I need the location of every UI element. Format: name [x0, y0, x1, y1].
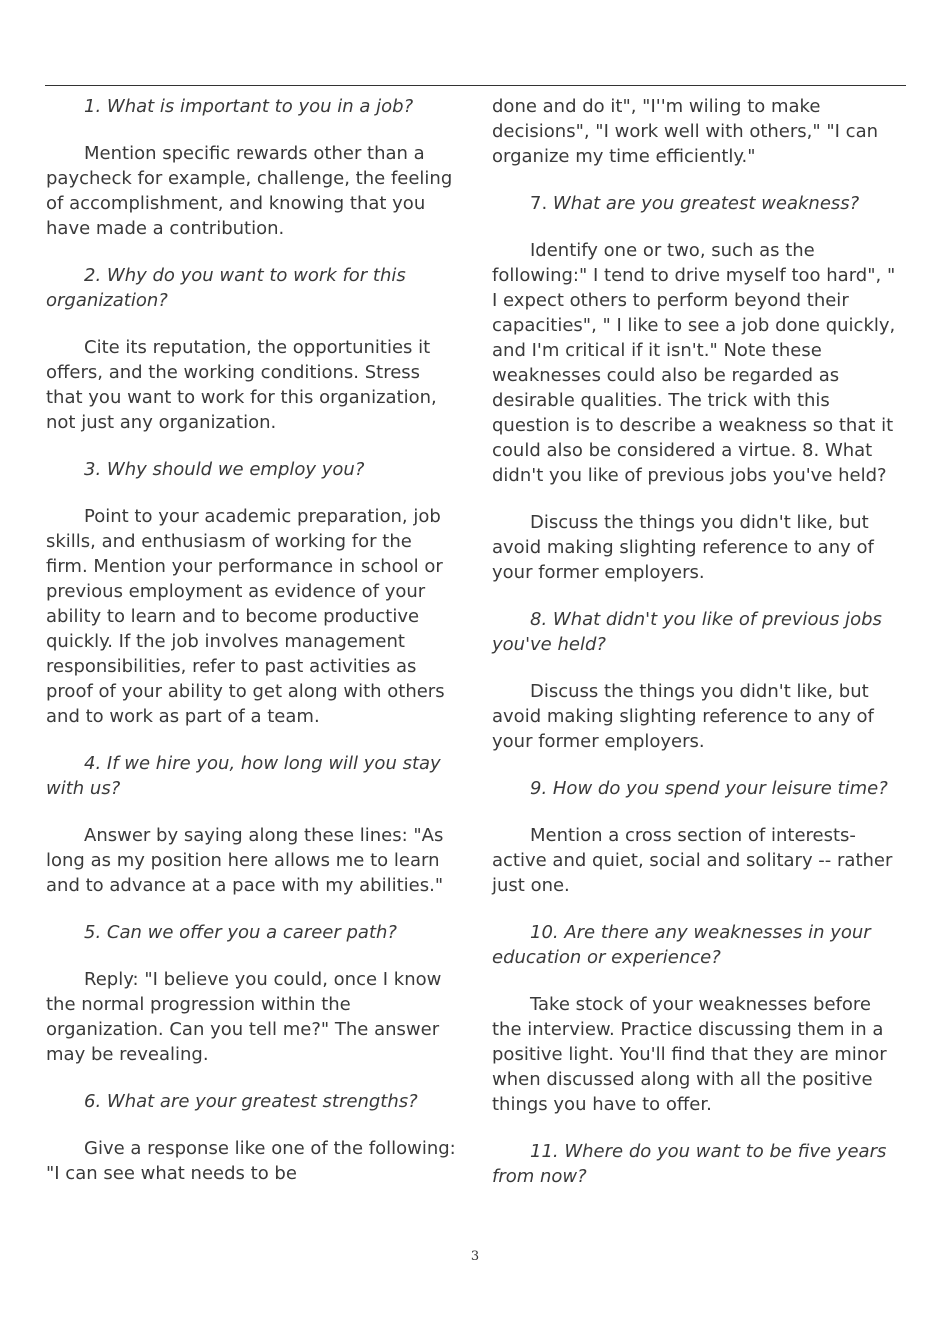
answer-6-start: Give a response like one of the following: "I can see what needs to be [46, 1138, 456, 1184]
answer-5: Reply: "I believe you could, once I know the normal progression within the organization. Can you tell me?" The answer may be revealing. [46, 969, 442, 1065]
question-8: 8. What didn't you like of previous jobs you've held? [492, 609, 882, 655]
answer-3: Point to your academic preparation, job skills, and enthusiasm of working for the firm. Mention your performance in school or previous employment as evidence of your ability to learn and to become productive quickly. If the job involves management responsibilities, refer to past activities as proof of your ability to get along with others and to work as part of a team. [46, 506, 445, 727]
question-1: 1. What is important to you in a job? [84, 96, 414, 117]
right-column [492, 94, 904, 1211]
question-3: 3. Why should we employ you? [84, 459, 365, 480]
left-column [46, 94, 458, 1208]
answer-7-continued: Discuss the things you didn't like, but avoid making slighting reference to any of your former employers. [492, 512, 874, 583]
question-9: 9. How do you spend your leisure time? [530, 778, 888, 799]
answer-7: Identify one or two, such as the following:" I tend to drive myself too hard", " I expect others to perform beyond their capacities", " I like to see a job done quickly, and I'm critical if it isn't." Note these weaknesses could also be regarded as desirable qualities. The trick with this question is to describe a weakness so that it could also be considered a virtue. 8. What didn't you like of previous jobs you've held? [492, 240, 896, 486]
answer-8: Discuss the things you didn't like, but avoid making slighting reference to any of your former employers. [492, 681, 874, 752]
answer-4: Answer by saying along these lines: "As long as my position here allows me to learn and to advance at a pace with my abilities." [46, 825, 444, 896]
question-7-text: What are you greatest weakness? [547, 193, 860, 214]
question-7-number: 7. [530, 193, 548, 214]
answer-6-end: done and do it", "I''m wiling to make decisions", "I work well with others," "I can organize my time efficiently." [492, 96, 879, 167]
question-7 [492, 191, 904, 216]
header-rule [45, 85, 906, 86]
question-4: 4. If we hire you, how long will you stay with us? [46, 753, 441, 799]
page-number: 3 [470, 1249, 480, 1264]
question-10: 10. Are there any weaknesses in your education or experience? [492, 922, 871, 968]
question-5: 5. Can we offer you a career path? [84, 922, 397, 943]
answer-2: Cite its reputation, the opportunities it offers, and the working conditions. Stress that you want to work for this organization, not just any organization. [46, 337, 437, 433]
question-2: 2. Why do you want to work for this organization? [46, 265, 406, 311]
answer-1: Mention specific rewards other than a paycheck for example, challenge, the feeling of accomplishment, and knowing that you have made a contribution. [46, 143, 453, 239]
question-6: 6. What are your greatest strengths? [84, 1091, 418, 1112]
question-11: 11. Where do you want to be five years from now? [492, 1141, 887, 1187]
answer-10: Take stock of your weaknesses before the interview. Practice discussing them in a positive light. You'll find that they are minor when discussed along with all the positive things you have to offer. [492, 994, 887, 1115]
answer-9: Mention a cross section of interests- active and quiet, social and solitary -- rather just one. [492, 825, 893, 896]
